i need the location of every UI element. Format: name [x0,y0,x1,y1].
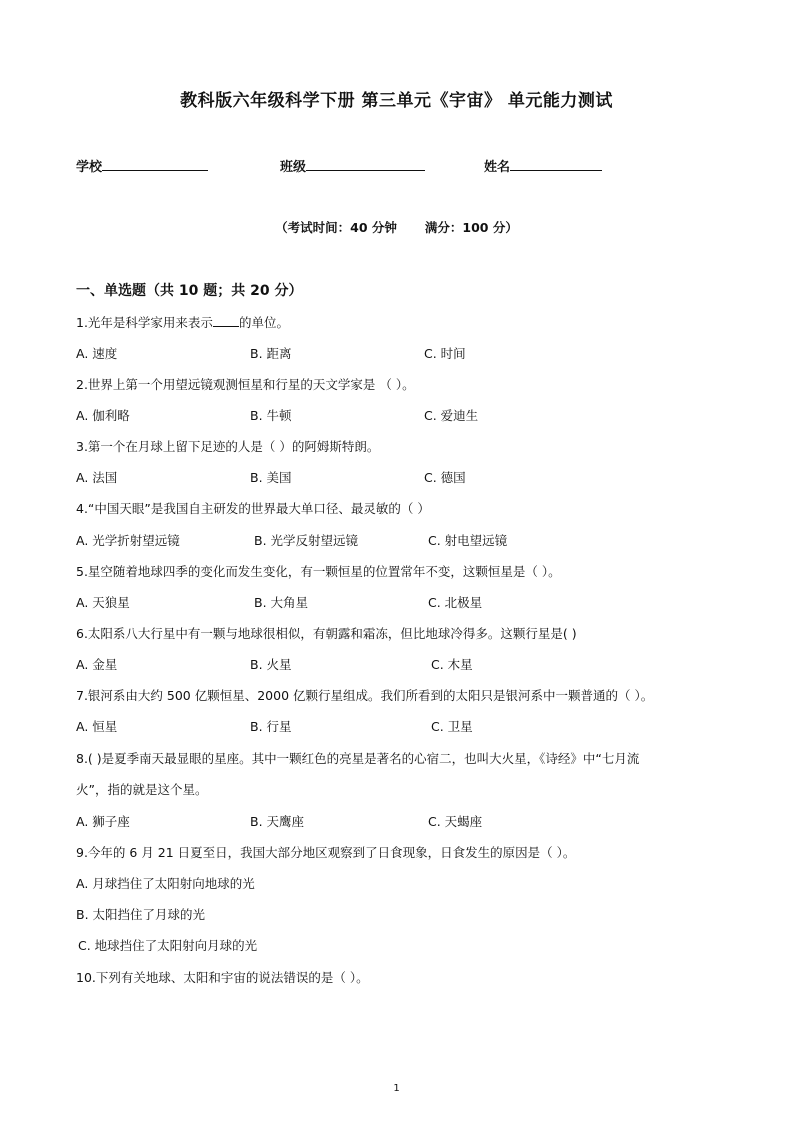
question-1 [76,313,289,331]
q4-option-b[interactable]: B. 光学反射望远镜 [254,533,359,548]
school-field[interactable] [76,156,208,175]
q5-option-c[interactable]: C. 北极星 [428,595,483,610]
question-2: 2.世界上第一个用望远镜观测恒星和行星的天文学家是 （ ）。 [76,377,415,392]
q3-option-b[interactable]: B. 美国 [250,470,292,485]
school-label: 学校 [76,160,103,175]
page-title: 教科版六年级科学下册 第三单元《宇宙》 单元能力测试 [180,91,613,111]
q2-option-a[interactable]: A. 伽利略 [76,408,130,423]
q2-option-c[interactable]: C. 爱迪生 [424,408,479,423]
question-6: 6.太阳系八大行星中有一颗与地球很相似，有朝露和霜冻，但比地球冷得多。这颗行星是( ) [76,626,577,641]
question-1-stem-a: 1.光年是科学家用来表示 [76,315,213,330]
section-heading: 一、单选题（共 10 题；共 20 分） [76,283,303,299]
q6-option-c[interactable]: C. 木星 [431,657,473,672]
question-4: 4.“中国天眼”是我国自主研发的世界最大单口径、最灵敏的（ ） [76,501,430,516]
school-blank-line[interactable] [102,158,208,171]
page-number: 1 [393,1083,400,1094]
q7-option-c[interactable]: C. 卫星 [431,719,473,734]
question-3: 3.第一个在月球上留下足迹的人是（ ）的阿姆斯特朗。 [76,439,380,454]
question-10: 10.下列有关地球、太阳和宇宙的说法错误的是（ ）。 [76,970,369,985]
q1-option-b[interactable]: B. 距离 [250,346,292,361]
q8-option-a[interactable]: A. 狮子座 [76,814,130,829]
name-blank-line[interactable] [510,158,602,171]
q5-option-b[interactable]: B. 大角星 [254,595,309,610]
q4-option-c[interactable]: C. 射电望远镜 [428,533,508,548]
q7-option-b[interactable]: B. 行星 [250,719,292,734]
q4-option-a[interactable]: A. 光学折射望远镜 [76,533,180,548]
exam-time: （考试时间：40 分钟 [275,220,397,235]
q3-option-a[interactable]: A. 法国 [76,470,118,485]
q6-option-a[interactable]: A. 金星 [76,657,118,672]
question-1-blank[interactable] [213,314,239,327]
exam-score: 满分：100 分） [424,220,518,235]
name-label: 姓名 [484,160,511,175]
q9-option-b[interactable]: B. 太阳挡住了月球的光 [76,907,206,922]
question-9: 9.今年的 6 月 21 日夏至日，我国大部分地区观察到了日食现象，日食发生的原因是（ ）。 [76,845,576,860]
question-5: 5.星空随着地球四季的变化而发生变化，有一颗恒星的位置常年不变，这颗恒星是（ ）。 [76,564,561,579]
exam-info [0,218,793,236]
q7-option-a[interactable]: A. 恒星 [76,719,118,734]
class-field[interactable] [280,156,425,175]
q6-option-b[interactable]: B. 火星 [250,657,292,672]
question-8-continued: 火”，指的就是这个星。 [76,782,208,797]
q8-option-b[interactable]: B. 天鹰座 [250,814,305,829]
class-label: 班级 [280,160,307,175]
name-field[interactable] [484,156,602,175]
q9-option-c[interactable]: C. 地球挡住了太阳射向月球的光 [78,938,258,953]
q1-option-a[interactable]: A. 速度 [76,346,118,361]
question-8: 8.( )是夏季南天最显眼的星座。其中一颗红色的亮星是著名的心宿二，也叫大火星，《诗经》中“七月流 [76,751,640,766]
q3-option-c[interactable]: C. 德国 [424,470,466,485]
q8-option-c[interactable]: C. 天蝎座 [428,814,483,829]
class-blank-line[interactable] [306,158,425,171]
q5-option-a[interactable]: A. 天狼星 [76,595,130,610]
q2-option-b[interactable]: B. 牛顿 [250,408,292,423]
question-7: 7.银河系由大约 500 亿颗恒星、2000 亿颗行星组成。我们所看到的太阳只是银河系中一颗普通的（ ）。 [76,688,654,703]
q1-option-c[interactable]: C. 时间 [424,346,466,361]
question-1-stem-b: 的单位。 [238,315,289,330]
q9-option-a[interactable]: A. 月球挡住了太阳射向地球的光 [76,876,255,891]
